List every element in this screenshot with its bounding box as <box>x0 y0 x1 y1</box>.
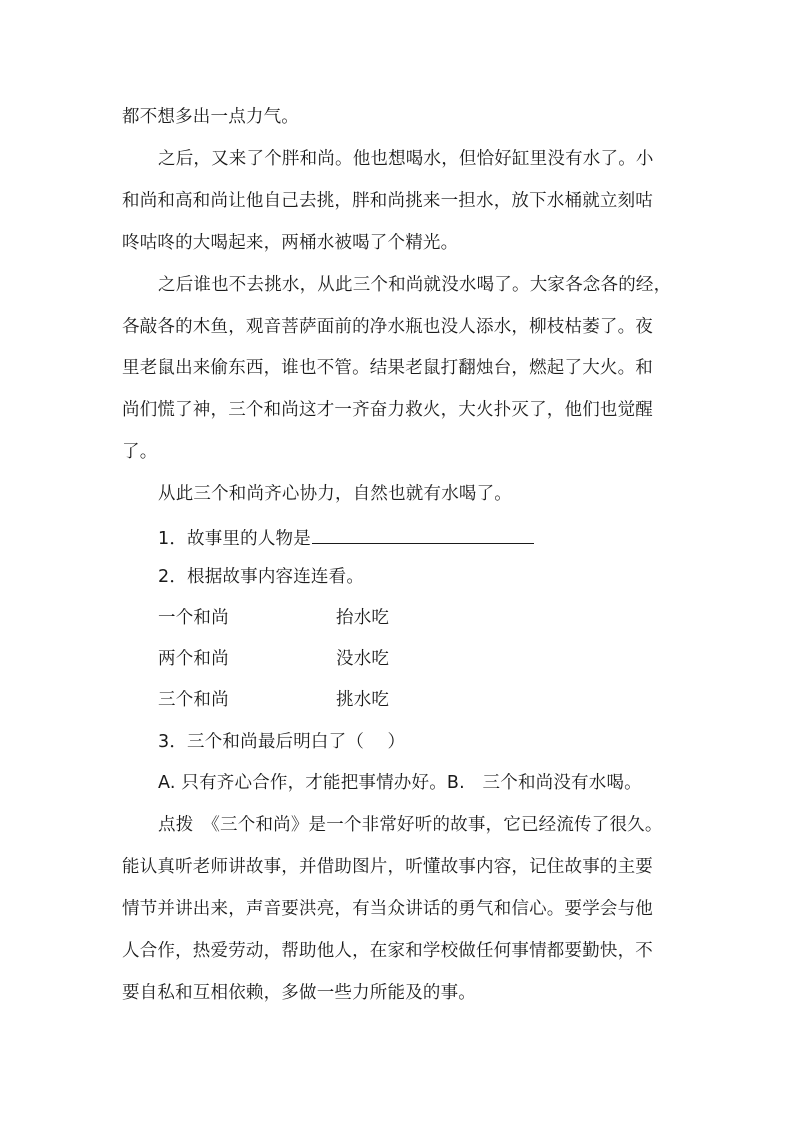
story-line-1: 都不想多出一点力气。 <box>122 107 299 127</box>
tips-line-3: 情节并讲出来，声音要洪亮，有当众讲话的勇气和信心。要学会与他 <box>122 899 653 919</box>
match-left-item: 三个和尚 <box>158 690 229 710</box>
match-right-item: 没水吃 <box>336 649 390 669</box>
match-row <box>158 606 558 630</box>
story-line-7: 里老鼠出来偷东西，谁也不管。结果老鼠打翻烛台，燃起了大火。和 <box>122 358 653 378</box>
tips-line-5: 要自私和互相依赖，多做一些力所能及的事。 <box>122 983 476 1003</box>
match-row <box>158 688 558 712</box>
tips-line-4: 人合作，热爱劳动，帮助他人，在家和学校做任何事情都要勤快，不 <box>122 941 653 961</box>
story-line-5: 之后谁也不去挑水，从此三个和尚就没水喝了。大家各念各的经， <box>158 275 672 295</box>
tips-line-1: 点拨 《三个和尚》是一个非常好听的故事，它已经流传了很久。 <box>158 815 663 835</box>
story-line-9: 了。 <box>122 442 158 462</box>
story-line-6: 各敲各的木鱼，观音菩萨面前的净水瓶也没人添水，柳枝枯萎了。夜 <box>122 317 653 337</box>
match-right-item: 抬水吃 <box>336 608 390 628</box>
match-left-item: 两个和尚 <box>158 649 229 669</box>
question-3: 3．三个和尚最后明白了（ ） <box>158 732 406 752</box>
match-left-item: 一个和尚 <box>158 608 229 628</box>
story-line-4: 咚咕咚的大喝起来，两桶水被喝了个精光。 <box>122 233 459 253</box>
story-line-10: 从此三个和尚齐心协力，自然也就有水喝了。 <box>158 484 512 504</box>
story-line-3: 和尚和高和尚让他自己去挑，胖和尚挑来一担水，放下水桶就立刻咕 <box>122 191 653 211</box>
question-1 <box>158 524 534 551</box>
answer-blank[interactable] <box>312 524 534 544</box>
tips-line-2: 能认真听老师讲故事，并借助图片，听懂故事内容，记住故事的主要 <box>122 857 653 877</box>
question-3-options: A. 只有齐心合作，才能把事情办好。B. 三个和尚没有水喝。 <box>158 773 642 793</box>
question-2: 2．根据故事内容连连看。 <box>158 567 365 587</box>
story-line-2: 之后，又来了个胖和尚。他也想喝水，但恰好缸里没有水了。小 <box>158 149 654 169</box>
story-line-8: 尚们慌了神，三个和尚这才一齐奋力救火，大火扑灭了，他们也觉醒 <box>122 400 653 420</box>
match-right-item: 挑水吃 <box>336 690 390 710</box>
question-1-text: 1．故事里的人物是 <box>158 529 311 549</box>
match-row <box>158 647 558 671</box>
